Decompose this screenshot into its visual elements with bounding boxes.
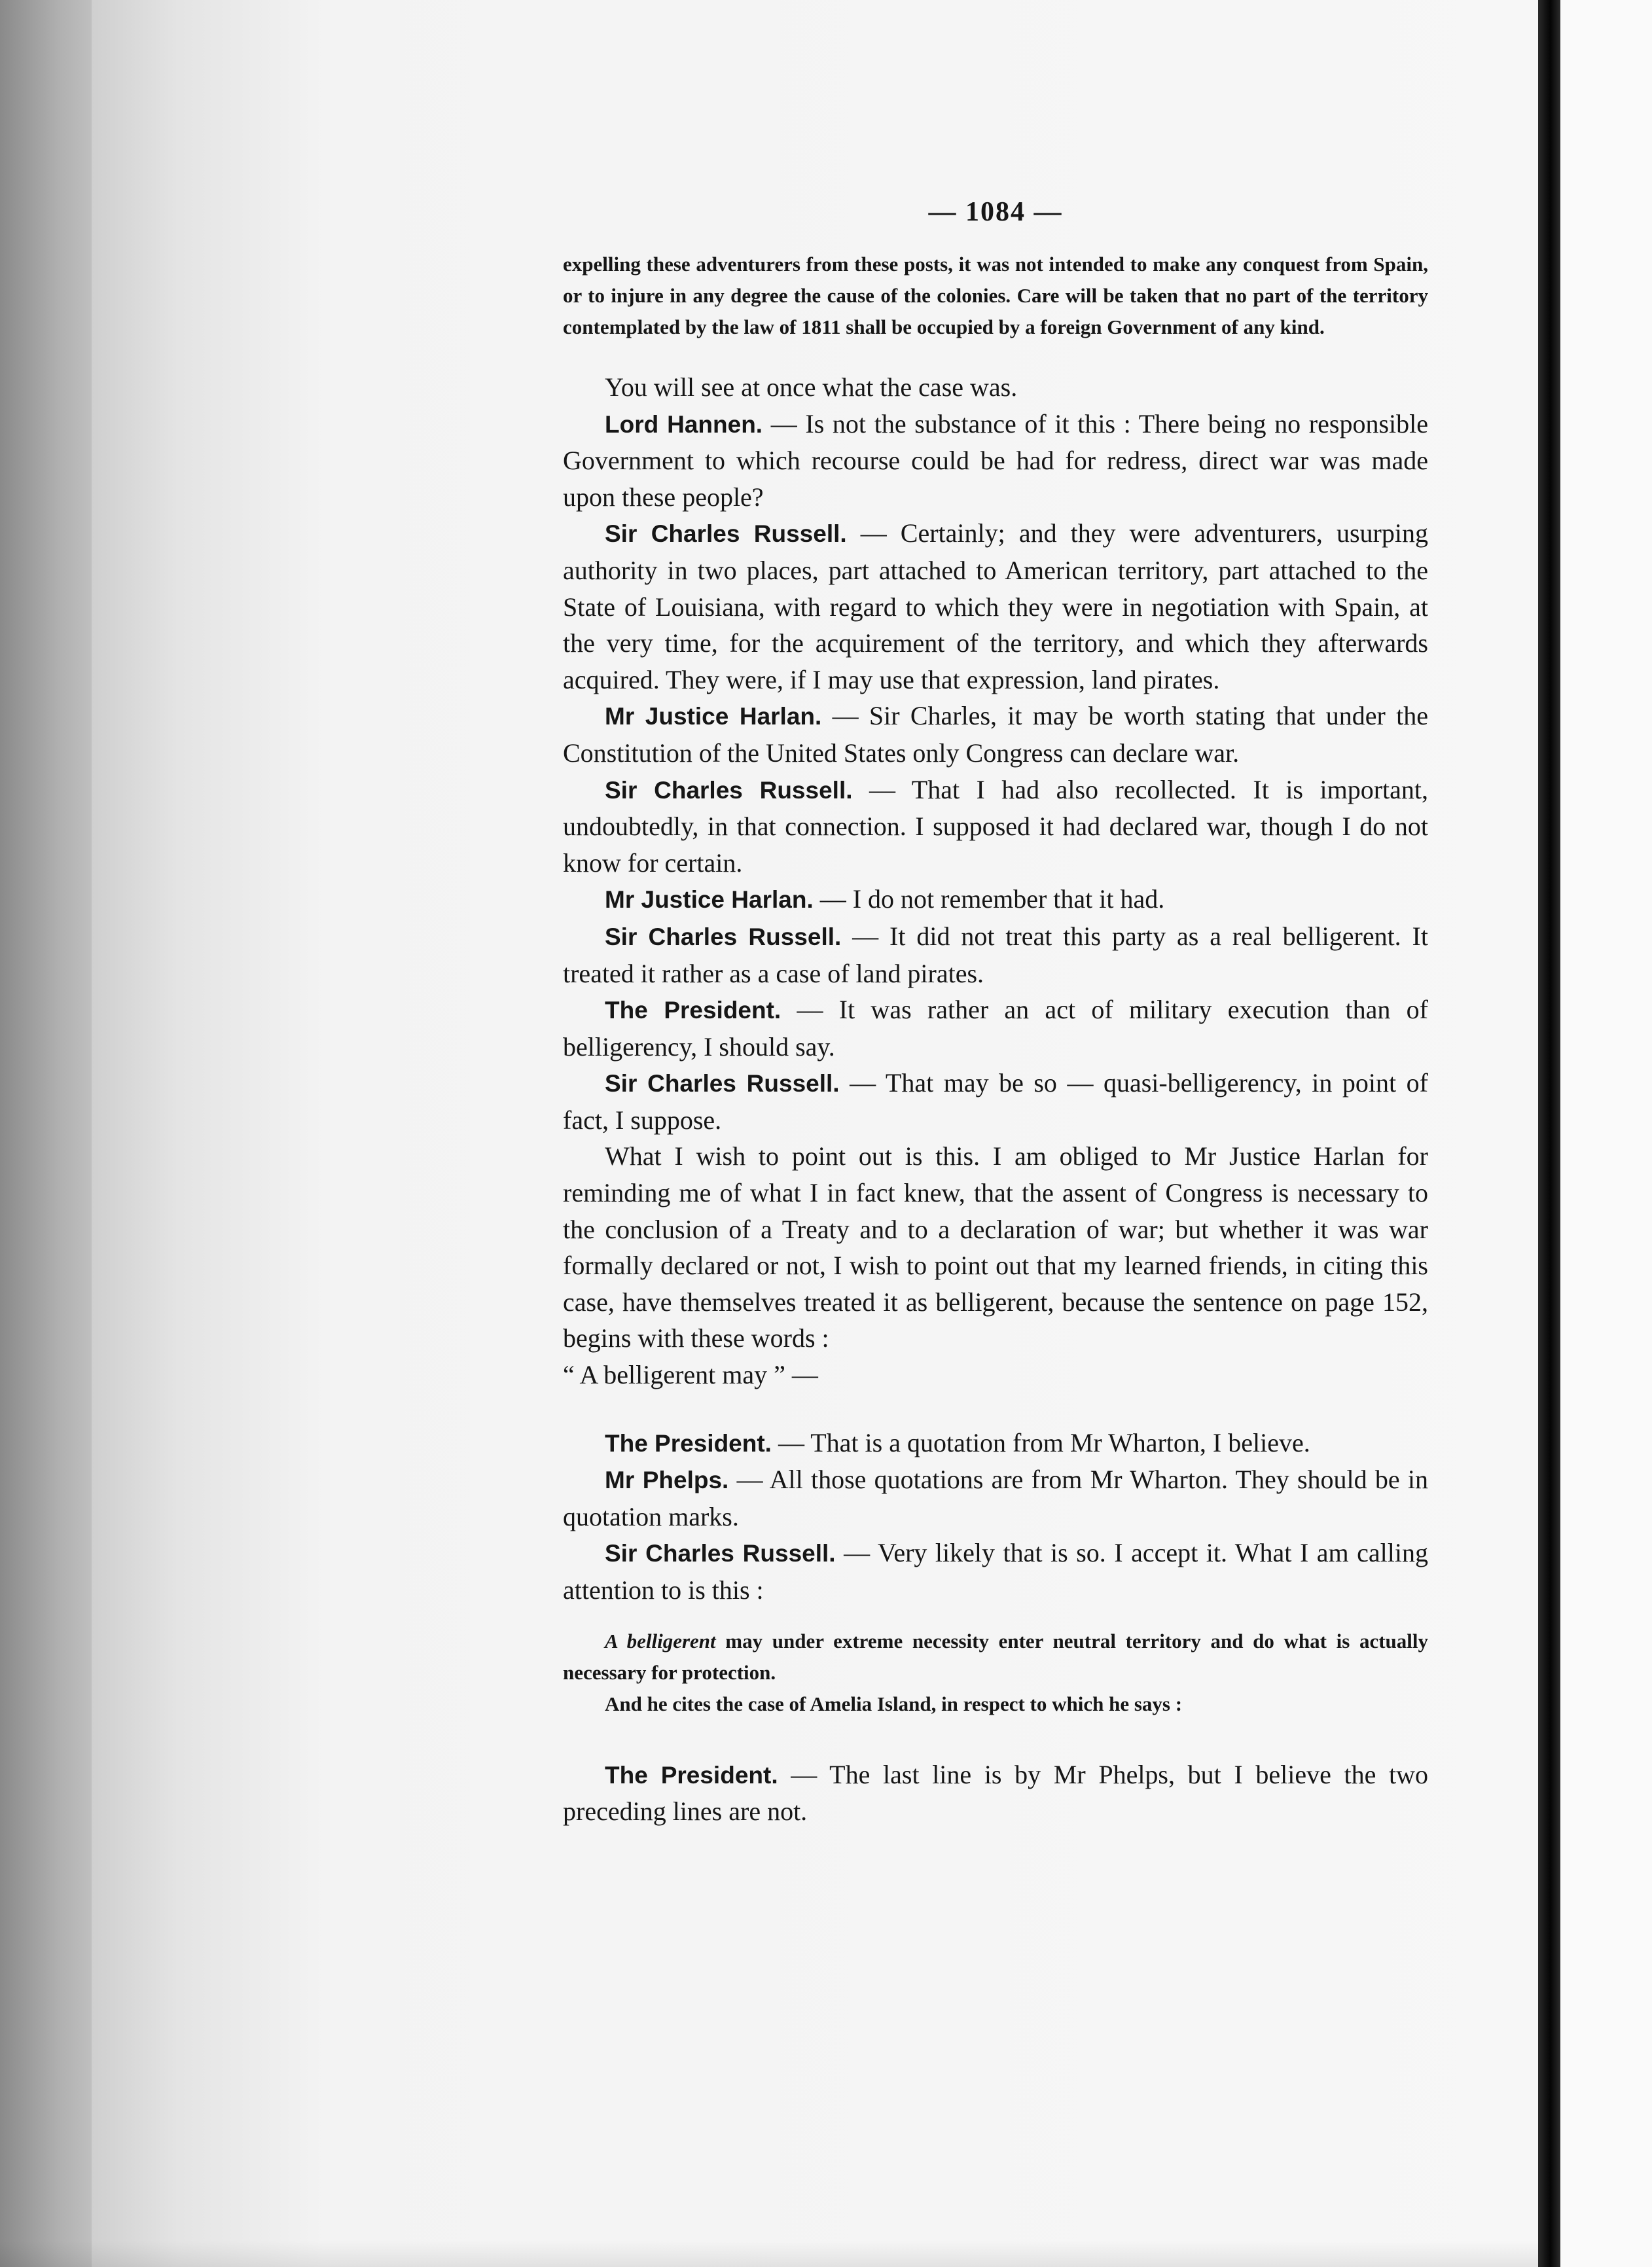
opening-quote: expelling these adventurers from these posts, it was not intended to make any conquest from Spain, or to injure in any degree the cause of the colonies. Care will be taken that no part of the territory contemplated by the law of 1811 shall be occupied by a foreign Government of any kind.: [563, 253, 1428, 338]
speaker: The President.: [605, 997, 781, 1024]
paragraph-text: What I wish to point out is this. I am obliged to Mr Justice Harlan for reminding me of what I in fact knew, that the assent of Congress is necessary to the conclusion of a Treaty and to a declaration of war; but whether it was war formally declared or not, I wish to point out that my learned friends, in citing this case, have themselves treated it as belligerent, because the sentence on page 152, begins with these words :: [563, 1141, 1428, 1353]
paragraph: [563, 991, 1428, 1065]
book-gutter: [1538, 0, 1560, 2267]
speaker: Sir Charles Russell.: [605, 923, 842, 950]
paragraph-text: — That may be so — quasi-belligerency, in point of fact, I suppose.: [563, 1068, 1428, 1135]
paragraph: [563, 1425, 1428, 1462]
spacer: [563, 1720, 1428, 1757]
speaker: The President.: [605, 1761, 778, 1789]
paragraph: [563, 515, 1428, 698]
page-number: — 1084 —: [928, 197, 1063, 227]
speaker: Mr Justice Harlan.: [605, 886, 814, 914]
speaker: Sir Charles Russell.: [605, 1540, 836, 1567]
paragraph: [563, 1065, 1428, 1138]
paragraph: [563, 1535, 1428, 1608]
paragraph: [563, 1461, 1428, 1535]
paragraph-text: “ A belligerent may ” —: [563, 1360, 818, 1390]
paragraph-text: — That is a quotation from Mr Wharton, I believe.: [771, 1427, 1310, 1457]
quote-fragment: [563, 1357, 1428, 1393]
paragraph-text: — It was rather an act of military execution than of belligerency, I should say.: [563, 995, 1428, 1062]
scan-shadow-bottom: [0, 2241, 1538, 2267]
paragraph-text: — Is not the substance of it this : There being no responsible Government to which recourse could be had for redress, direct war was made upon these people?: [563, 408, 1428, 512]
paragraph: [563, 918, 1428, 991]
paragraph-text: — That I had also recollected. It is important, undoubtedly, in that connection. I supposed it had declared war, though I do not know for certain.: [563, 774, 1429, 878]
paragraph: [563, 369, 1428, 406]
speaker: Lord Hannen.: [605, 410, 763, 438]
block-quote-line: [563, 1626, 1428, 1688]
paragraph: [563, 881, 1428, 918]
speaker: Mr Phelps.: [605, 1467, 729, 1494]
paragraph-text: — All those quotations are from Mr Wharton. They should be in quotation marks.: [563, 1465, 1428, 1531]
paragraph-text: — Sir Charles, it may be worth stating that under the Constitution of the United States only Congress can declare war.: [563, 701, 1428, 768]
page-text: [563, 196, 1428, 1830]
speaker: Sir Charles Russell.: [605, 520, 847, 548]
block-quote: [563, 1626, 1428, 1720]
paragraph: [563, 1138, 1428, 1357]
speaker: The President.: [605, 1429, 772, 1457]
paragraph: [563, 772, 1428, 882]
closing-paragraph: [563, 1757, 1428, 1830]
speaker: Mr Justice Harlan.: [605, 703, 822, 730]
paragraph-text: You will see at once what the case was.: [605, 372, 1018, 402]
paragraph-text: — I do not remember that it had.: [813, 884, 1165, 914]
spacer: [563, 1393, 1428, 1425]
paragraph-text: — Very likely that is so. I accept it. What I am calling attention to is this :: [563, 1538, 1429, 1605]
paragraph: [563, 698, 1428, 771]
paragraph-text: — The last line is by Mr Phelps, but I believe the two preceding lines are not.: [563, 1759, 1429, 1827]
speaker: Sir Charles Russell.: [605, 1070, 840, 1098]
italic-term: A belligerent: [605, 1629, 716, 1652]
paragraph-text: — Certainly; and they were adventurers, usurping authority in two places, part attached to American territory, part attached to the State of Louisiana, with regard to which they were in negotiation with Spain, at the very time, for the acquirement of the territory, and which they afterwards acquired. They were, if I may use that expression, land pirates.: [563, 518, 1428, 694]
dialogue: [563, 369, 1428, 1393]
paragraph: [563, 406, 1428, 516]
dialogue-continued: [563, 1425, 1428, 1609]
block-quote-text: may under extreme necessity enter neutral territory and do what is actually necessary for protection.: [563, 1629, 1429, 1684]
block-quote-text: And he cites the case of Amelia Island, in respect to which he says :: [605, 1692, 1183, 1715]
block-quote-line: [563, 1688, 1428, 1720]
speaker: Sir Charles Russell.: [605, 776, 853, 804]
paragraph-text: — It did not treat this party as a real belligerent. It treated it rather as a case of land pirates.: [563, 921, 1428, 988]
facing-page-edge: [1560, 0, 1652, 2267]
